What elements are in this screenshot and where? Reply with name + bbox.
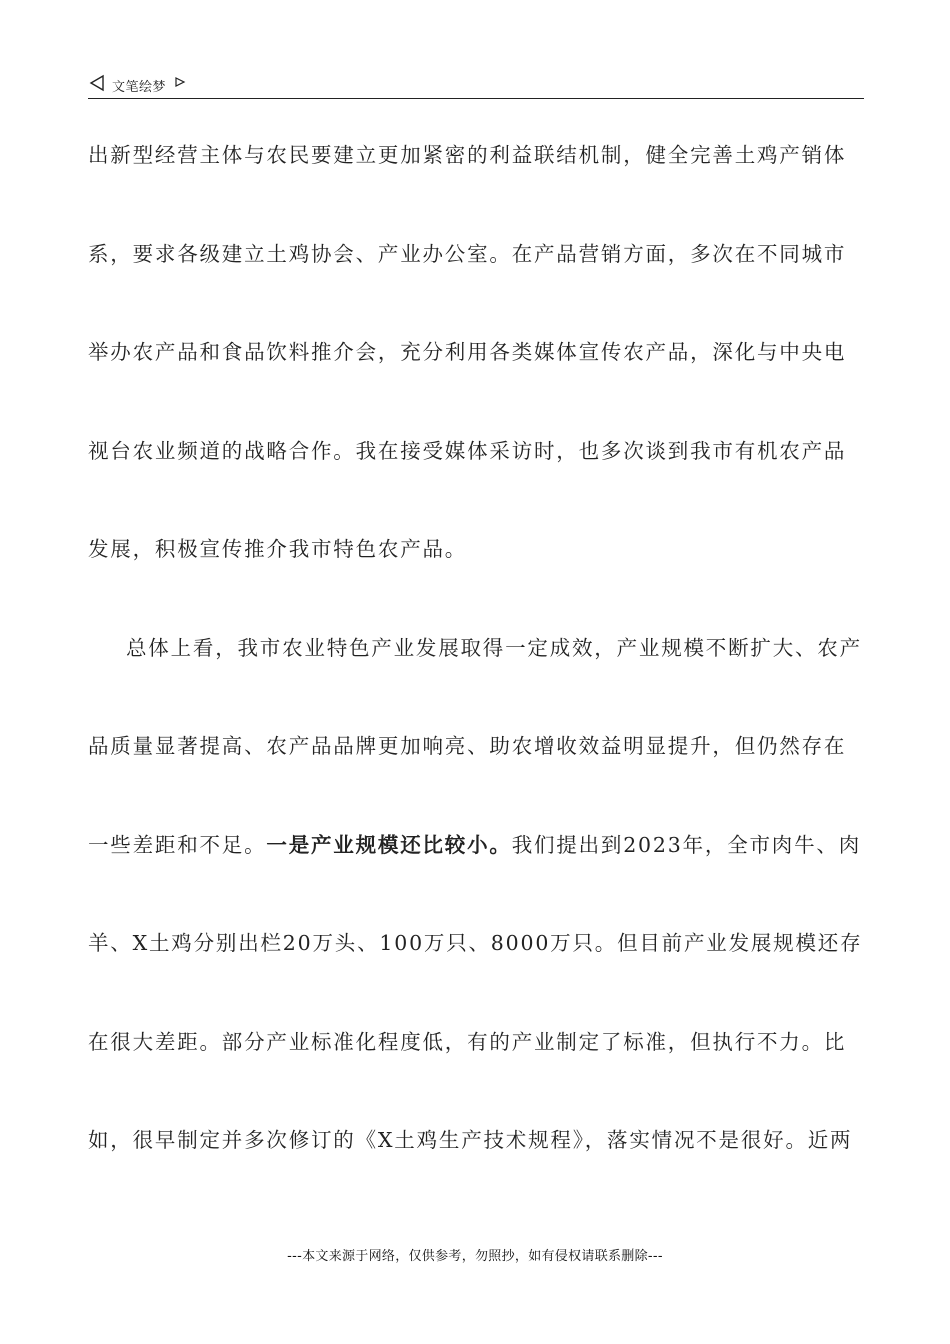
body-line: 视台农业频道的战略合作。我在接受媒体采访时，也多次谈到我市有机农产品: [88, 438, 847, 463]
body-line: 总体上看，我市农业特色产业发展取得一定成效，产业规模不断扩大、农产: [126, 635, 862, 660]
page-header: [88, 72, 864, 99]
body-line: 羊、X土鸡分别出栏20万头、100万只、8000万只。但目前产业发展规模还存: [88, 931, 863, 955]
bold-heading-segment: 一是产业规模还比较小。: [266, 832, 512, 857]
body-line: 发展，积极宣传推介我市特色农产品。: [88, 537, 468, 561]
body-line: 系，要求各级建立土鸡协会、产业办公室。在产品营销方面，多次在不同城市: [88, 241, 847, 266]
header-title: 文笔绘梦: [112, 80, 167, 95]
body-line: 品质量显著提高、农产品品牌更加响亮、助农增收效益明显提升，但仍然存在: [88, 734, 847, 758]
body-line: 举办农产品和食品饮料推介会，充分利用各类媒体宣传农产品，深化与中央电: [88, 340, 847, 364]
page-footer: ---本文来源于网络，仅供参考，勿照抄，如有侵权请联系删除---: [287, 1249, 663, 1264]
triangle-right-outline-icon: [174, 76, 186, 88]
body-line: 在很大差距。部分产业标准化程度低，有的产业制定了标准，但执行不力。比: [88, 1029, 847, 1054]
document-body: [88, 140, 864, 1224]
body-text-segment: 一些差距和不足。: [88, 832, 267, 857]
body-text-segment: 我们提出到2023年，全市肉牛、肉: [511, 832, 861, 857]
body-line: 如，很早制定并多次修订的《X土鸡生产技术规程》，落实情况不是很好。近两: [88, 1128, 853, 1152]
body-line-mixed: [88, 830, 864, 929]
body-line: 出新型经营主体与农民要建立更加紧密的利益联结机制，健全完善土鸡产销体: [88, 143, 847, 167]
triangle-left-outline-icon: [88, 74, 106, 92]
